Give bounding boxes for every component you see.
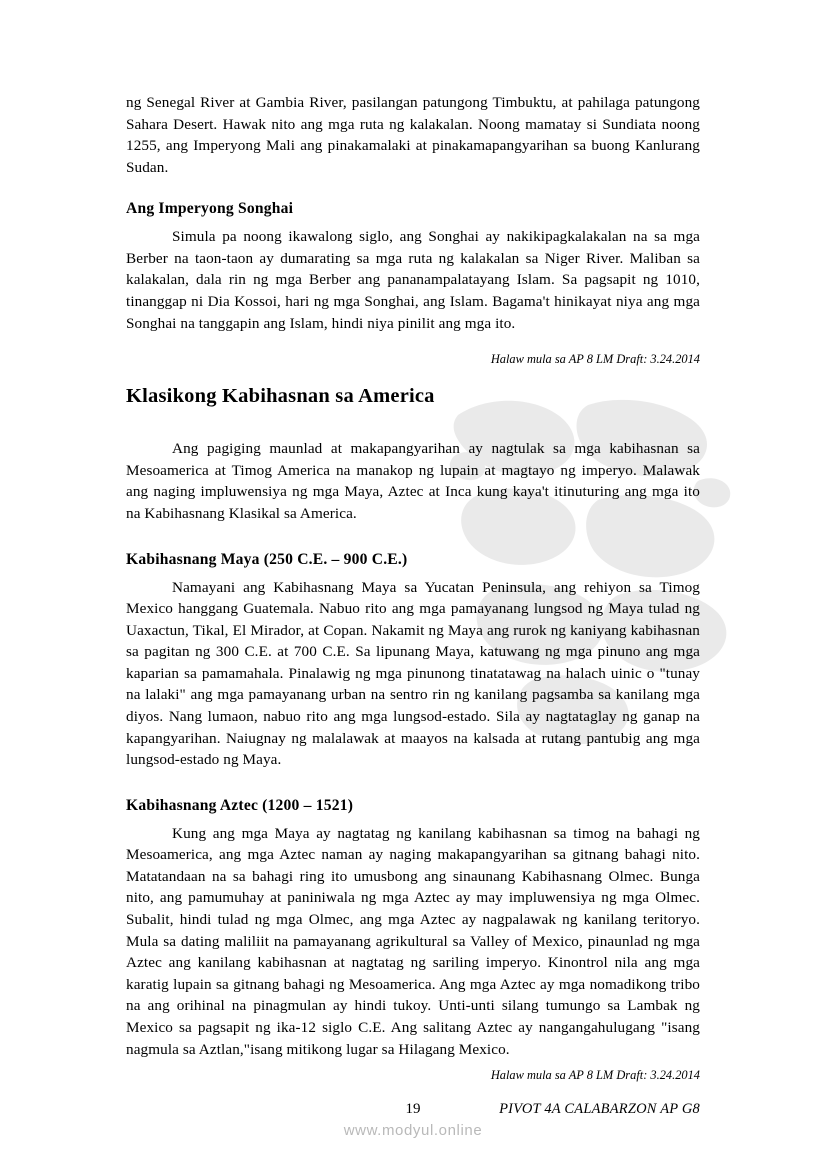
heading-aztec-civilization: Kabihasnang Aztec (1200 – 1521) — [126, 796, 354, 814]
page-footer — [126, 1068, 700, 1118]
source-note-bottom: Halaw mula sa AP 8 LM Draft: 3.24.2014 — [490, 1068, 700, 1082]
site-watermark: www.modyul.online — [343, 1122, 483, 1139]
heading-maya-civilization: Kabihasnang Maya (250 C.E. – 900 C.E.) — [126, 550, 408, 568]
paragraph-maya: Namayani ang Kabihasnang Maya sa Yucatan Peninsula, ang rehiyon sa Timog Mexico hanggang Guatemala. Nabuo rito ang mga pamayanang lungsod ng Maya tulad ng Uaxactun, Tikal, El Mirador, at Copan. Nakamit ng Maya ang rurok ng kaniyang kabihasnan sa pagitan ng 300 C.E. at 700 C.E. Sa lipunang Maya, katuwang ng mga pinuno ang mga kaparian sa pamamahala. Pinalawig ng mga pinunong tinatatawag na halach uinic o "tunay na lalaki" ang mga pamayanang urban na sentro rin ng kanilang pagsamba sa kanilang mga diyos. Nang lumaon, nabuo rito ang mga lungsod-estado. Sila ay nagtataglay ng ganap na kapangyarihan. Naiugnay ng malalawak at maayos na kalsada at rutang pantubig ang mga lungsod-estado ng Maya. — [126, 578, 700, 769]
source-note-top: Halaw mula sa AP 8 LM Draft: 3.24.2014 — [490, 352, 700, 367]
paragraph-intro-america: Ang pagiging maunlad at makapangyarihan ay nagtulak sa mga kabihasnan sa Mesoamerica at Timog America na manakop ng lupain at magtayo ng imperyo. Malawak ang naging impluwensiya ng mga Maya, Aztec at Inca kung kaya't itinuturing ang mga ito na Kabihasnang Klasikal sa America. — [126, 440, 700, 522]
page-number: 19 — [405, 1101, 421, 1117]
heading-classical-civilizations-america: Klasikong Kabihasnan sa America — [126, 385, 435, 408]
paragraph-mali-empire: ng Senegal River at Gambia River, pasilangan patungong Timbuktu, at pahilaga patungong Sahara Desert. Hawak nito ang mga ruta ng kalakalan. Noong mamatay si Sundiata noong 1255, ang Imperyong Mali ang pinakamalaki at pinakamapangyarihan sa buong Kanlurang Sudan. — [126, 94, 700, 176]
document-reference: PIVOT 4A CALABARZON AP G8 — [499, 1101, 700, 1117]
paragraph-aztec: Kung ang mga Maya ay nagtatag ng kanilang kabihasnan sa timog na bahagi ng Mesoamerica, ang mga Aztec naman ay naging makapangyarihan sa gitnang bahagi nito. Matatandaan na sa bahagi ring ito umusbong ang sinaunang Kabihasnang Olmec. Bunga nito, ang pamumuhay at paniniwala ng mga Aztec ay may impluwensiya ng mga Olmec. Subalit, hindi tulad ng mga Olmec, ang mga Aztec ay nagpalawak ng kanilang teritoryo. Mula sa dating maliliit na pamayanang agrikultural sa Valley of Mexico, pinaunlad ng mga Aztec ang kanilang kabihasnan at nagtatag ng sariling imperyo. Kinontrol nila ang mga karatig lupain sa gitnang bahagi ng Mesoamerica. Ang mga Aztec ay mga nomadikong tribo na ang orihinal na pinagmulan ay hindi tukoy. Unti-unti silang tumungo sa Lambak ng Mexico sa pagsapit ng ika-12 siglo C.E. Ang salitang Aztec ay nangangahulugang "isang nagmula sa Aztlan,"isang mitikong lugar sa Hilagang Mexico. — [126, 824, 700, 1058]
heading-songhai-empire: Ang Imperyong Songhai — [126, 200, 294, 218]
paragraph-songhai: Simula pa noong ikawalong siglo, ang Songhai ay nakikipagkalakalan na sa mga Berber na taon-taon ay dumarating sa mga ruta ng kalakalan sa Niger River. Maliban sa kalakalan, dala rin ng mga Berber ang pananampalatayang Islam. Sa pagsapit ng 1010, tinanggap ni Dia Kossoi, hari ng mga Songhai, ang Islam. Bagama't hinikayat niya ang mga Songhai na tanggapin ang Islam, hindi niya pinilit ang mga ito. — [126, 228, 700, 332]
document-body — [126, 92, 700, 1060]
